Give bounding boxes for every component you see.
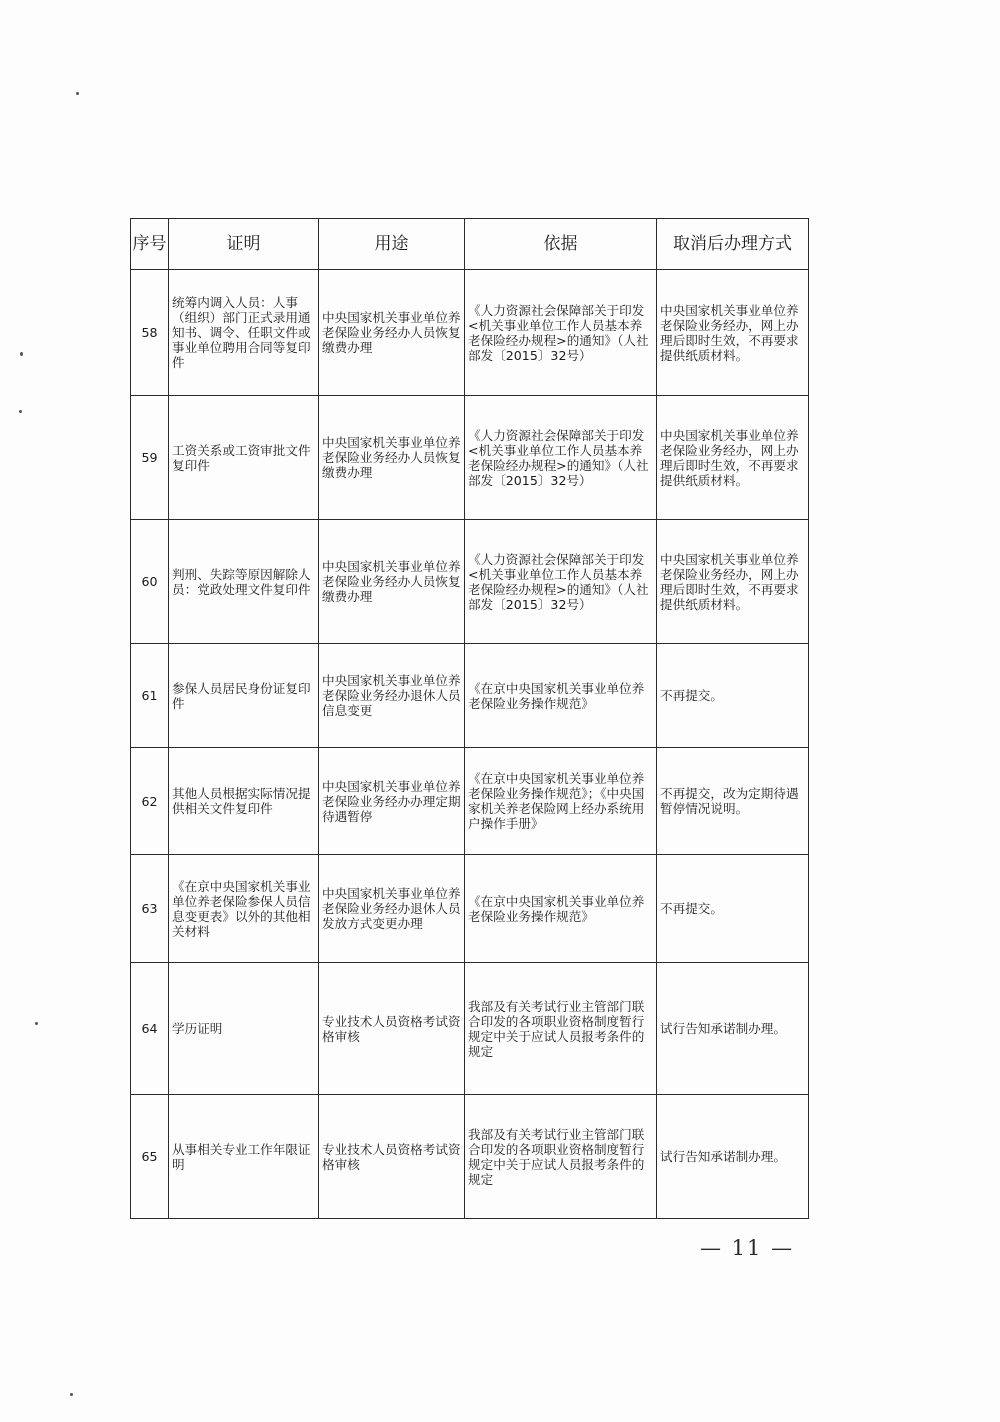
table-row [131, 520, 809, 644]
proof-cell: 从事相关专业工作年限证明 [169, 1095, 319, 1219]
handling-cell: 不再提交。 [657, 644, 809, 748]
use-cell: 中央国家机关事业单位养老保险业务经办人员恢复缴费办理 [319, 396, 465, 520]
row-number: 64 [131, 963, 169, 1095]
certificates-table [130, 218, 809, 1219]
header-proof: 证明 [169, 219, 319, 270]
scan-speck [35, 1022, 38, 1025]
handling-cell: 试行告知承诺制办理。 [657, 963, 809, 1095]
table-row [131, 855, 809, 963]
basis-cell: 《人力资源社会保障部关于印发<机关事业单位工作人员基本养老保险经办规程>的通知》（人社部发〔2015〕32号） [465, 520, 657, 644]
proof-cell: 判刑、失踪等原因解除人员：党政处理文件复印件 [169, 520, 319, 644]
header-basis: 依据 [465, 219, 657, 270]
basis-cell: 《在京中央国家机关事业单位养老保险业务操作规范》；《中央国家机关养老保险网上经办系统用户操作手册》 [465, 748, 657, 855]
basis-cell: 《在京中央国家机关事业单位养老保险业务操作规范》 [465, 855, 657, 963]
row-number: 58 [131, 270, 169, 396]
use-cell: 中央国家机关事业单位养老保险业务经办退休人员发放方式变更办理 [319, 855, 465, 963]
handling-cell: 试行告知承诺制办理。 [657, 1095, 809, 1219]
table-row [131, 963, 809, 1095]
table-row [131, 644, 809, 748]
handling-cell: 中央国家机关事业单位养老保险业务经办，网上办理后即时生效，不再要求提供纸质材料。 [657, 520, 809, 644]
basis-cell: 我部及有关考试行业主管部门联合印发的各项职业资格制度暂行规定中关于应试人员报考条件的规定 [465, 963, 657, 1095]
table-header-row [131, 219, 809, 270]
row-number: 62 [131, 748, 169, 855]
table-row [131, 270, 809, 396]
header-handling: 取消后办理方式 [657, 219, 809, 270]
scan-speck [70, 1393, 73, 1396]
proof-cell: 《在京中央国家机关事业单位养老保险参保人员信息变更表》以外的其他相关材料 [169, 855, 319, 963]
scan-speck [20, 352, 23, 356]
table-row [131, 748, 809, 855]
header-seq: 序号 [131, 219, 169, 270]
proof-cell: 其他人员根据实际情况提供相关文件复印件 [169, 748, 319, 855]
row-number: 63 [131, 855, 169, 963]
scan-speck [76, 92, 79, 95]
handling-cell: 不再提交。 [657, 855, 809, 963]
use-cell: 中央国家机关事业单位养老保险业务经办人员恢复缴费办理 [319, 270, 465, 396]
use-cell: 中央国家机关事业单位养老保险业务经办退休人员信息变更 [319, 644, 465, 748]
row-number: 59 [131, 396, 169, 520]
handling-cell: 不再提交，改为定期待遇暂停情况说明。 [657, 748, 809, 855]
handling-cell: 中央国家机关事业单位养老保险业务经办，网上办理后即时生效，不再要求提供纸质材料。 [657, 270, 809, 396]
use-cell: 专业技术人员资格考试资格审核 [319, 963, 465, 1095]
basis-cell: 《人力资源社会保障部关于印发<机关事业单位工作人员基本养老保险经办规程>的通知》（人社部发〔2015〕32号） [465, 396, 657, 520]
header-use: 用途 [319, 219, 465, 270]
basis-cell: 《在京中央国家机关事业单位养老保险业务操作规范》 [465, 644, 657, 748]
proof-cell: 工资关系或工资审批文件复印件 [169, 396, 319, 520]
row-number: 65 [131, 1095, 169, 1219]
row-number: 61 [131, 644, 169, 748]
use-cell: 专业技术人员资格考试资格审核 [319, 1095, 465, 1219]
use-cell: 中央国家机关事业单位养老保险业务经办办理定期待遇暂停 [319, 748, 465, 855]
scan-speck [19, 410, 22, 413]
proof-cell: 学历证明 [169, 963, 319, 1095]
row-number: 60 [131, 520, 169, 644]
handling-cell: 中央国家机关事业单位养老保险业务经办，网上办理后即时生效，不再要求提供纸质材料。 [657, 396, 809, 520]
table-row [131, 396, 809, 520]
use-cell: 中央国家机关事业单位养老保险业务经办人员恢复缴费办理 [319, 520, 465, 644]
page-number: — 11 — [700, 1236, 795, 1260]
basis-cell: 我部及有关考试行业主管部门联合印发的各项职业资格制度暂行规定中关于应试人员报考条件的规定 [465, 1095, 657, 1219]
table-row [131, 1095, 809, 1219]
basis-cell: 《人力资源社会保障部关于印发<机关事业单位工作人员基本养老保险经办规程>的通知》（人社部发〔2015〕32号） [465, 270, 657, 396]
proof-cell: 参保人员居民身份证复印件 [169, 644, 319, 748]
proof-cell: 统筹内调入人员：人事（组织）部门正式录用通知书、调令、任职文件或事业单位聘用合同等复印件 [169, 270, 319, 396]
